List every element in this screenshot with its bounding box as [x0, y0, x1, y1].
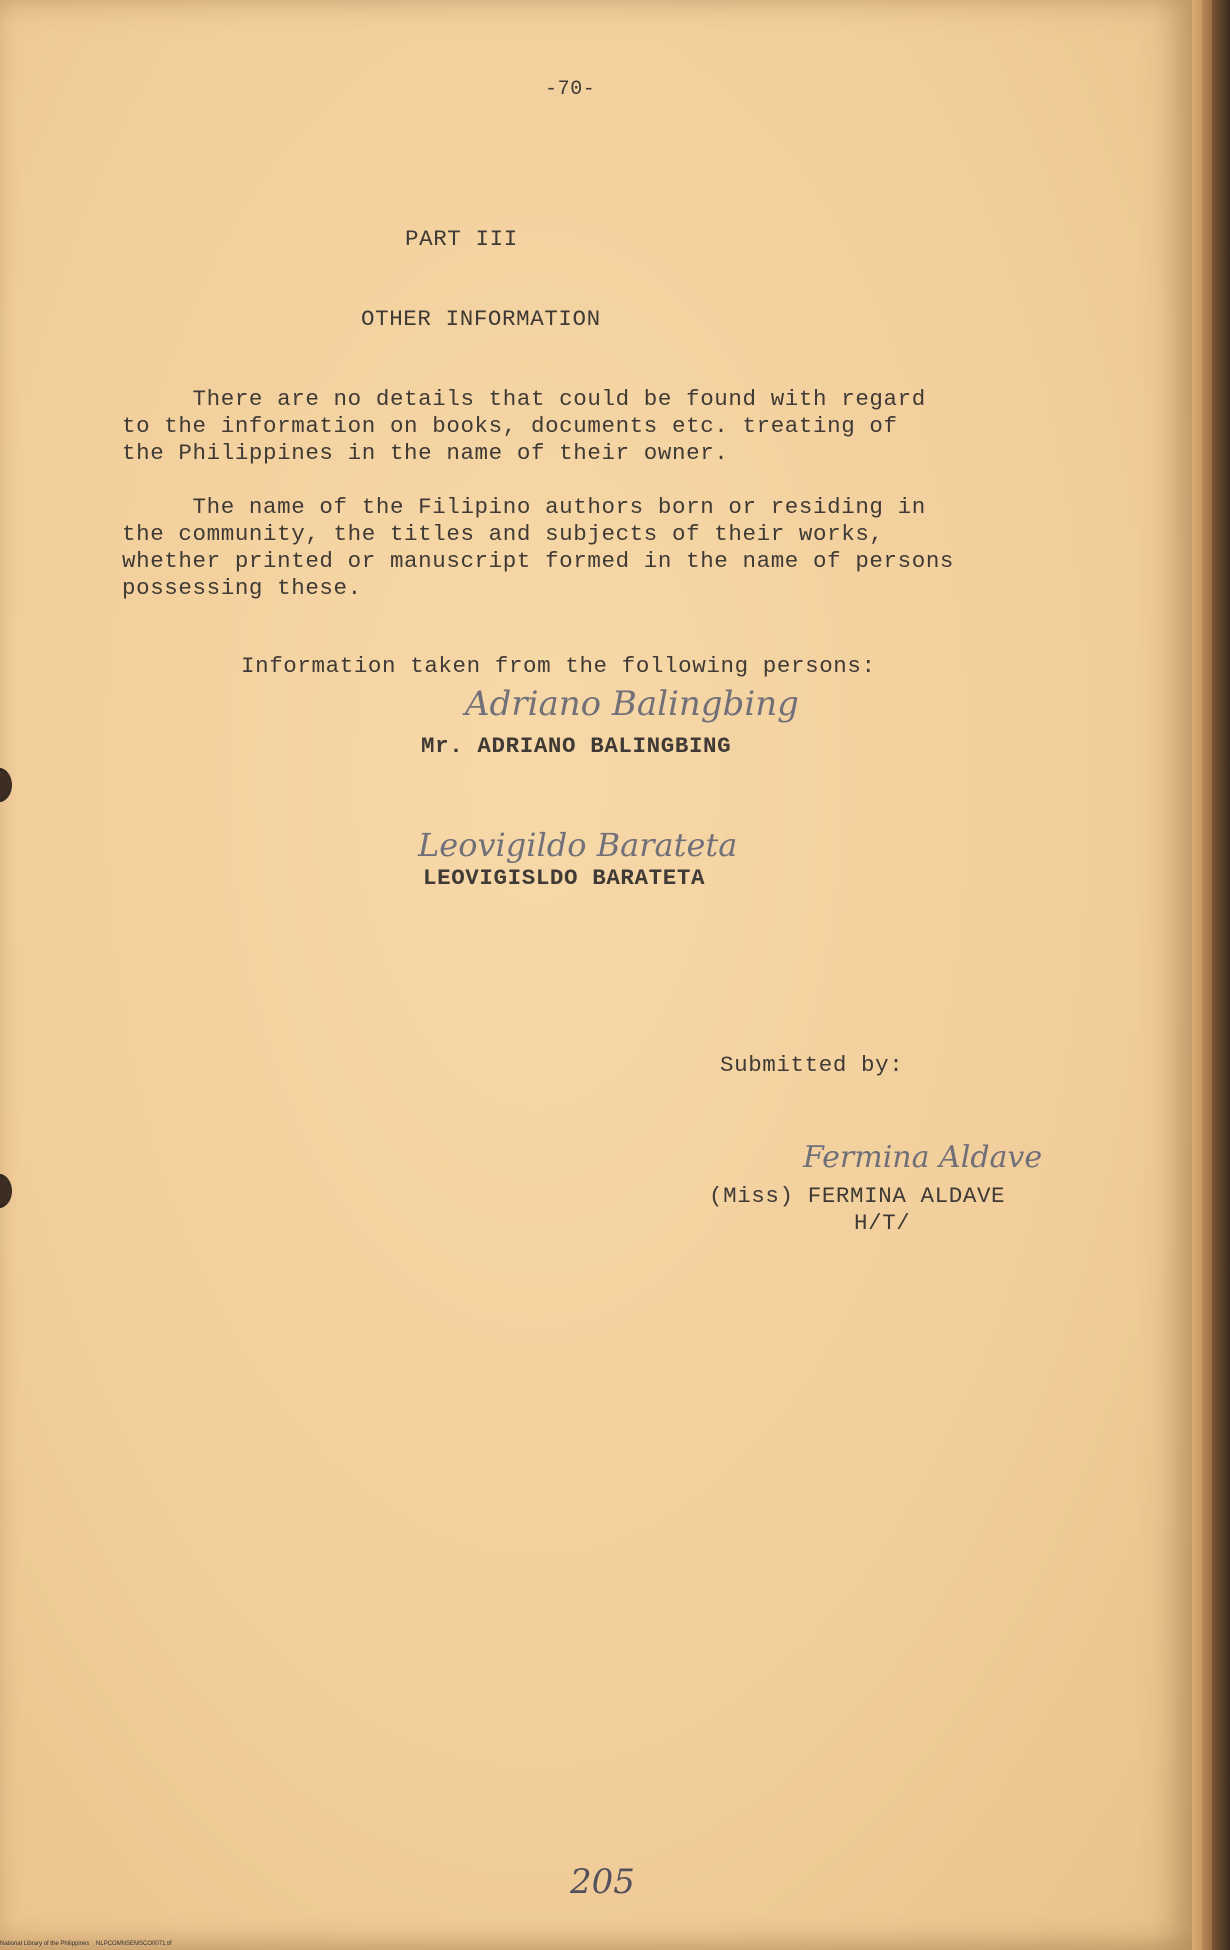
paragraph-2-line-1: The name of the Filipino authors born or residing in: [122, 494, 926, 520]
page-number: -70-: [545, 78, 596, 101]
part-title: PART III: [405, 226, 518, 252]
page-edge: [1192, 0, 1202, 1950]
paragraph-2-line-4: possessing these.: [122, 575, 362, 601]
info-intro: Information taken from the following persons:: [241, 653, 876, 679]
page-edge: [1202, 0, 1212, 1950]
paragraph-1-line-1: There are no details that could be found with regard: [122, 386, 926, 412]
paragraph-1-line-3: the Philippines in the name of their owner.: [122, 440, 729, 466]
binder-hole: [0, 768, 12, 802]
person-name-2: LEOVIGISLDO BARATETA: [423, 865, 706, 891]
signature: Adriano Balingbing: [465, 684, 799, 724]
paragraph-1-line-2: to the information on books, documents etc. treating of: [122, 413, 898, 439]
binder-hole: [0, 1174, 12, 1208]
paragraph-2-line-3: whether printed or manuscript formed in the name of persons: [122, 548, 955, 574]
submitter-title: H/T/: [854, 1210, 911, 1236]
handwritten-page-number: 205: [570, 1862, 635, 1902]
signature: Fermina Aldave: [803, 1140, 1043, 1175]
submitted-label: Submitted by:: [720, 1052, 904, 1078]
page-edge: [1212, 0, 1230, 1950]
signature: Leovigildo Barateta: [418, 826, 738, 864]
paragraph-2-line-2: the community, the titles and subjects of their works,: [122, 521, 884, 547]
section-title: OTHER INFORMATION: [361, 306, 601, 332]
submitter-name: (Miss) FERMINA ALDAVE: [709, 1183, 1006, 1209]
person-name-1: Mr. ADRIANO BALINGBING: [421, 733, 732, 759]
footer-caption: National Library of the Philippines NLPCOMNSEMSCO0071.tif: [0, 1941, 172, 1947]
